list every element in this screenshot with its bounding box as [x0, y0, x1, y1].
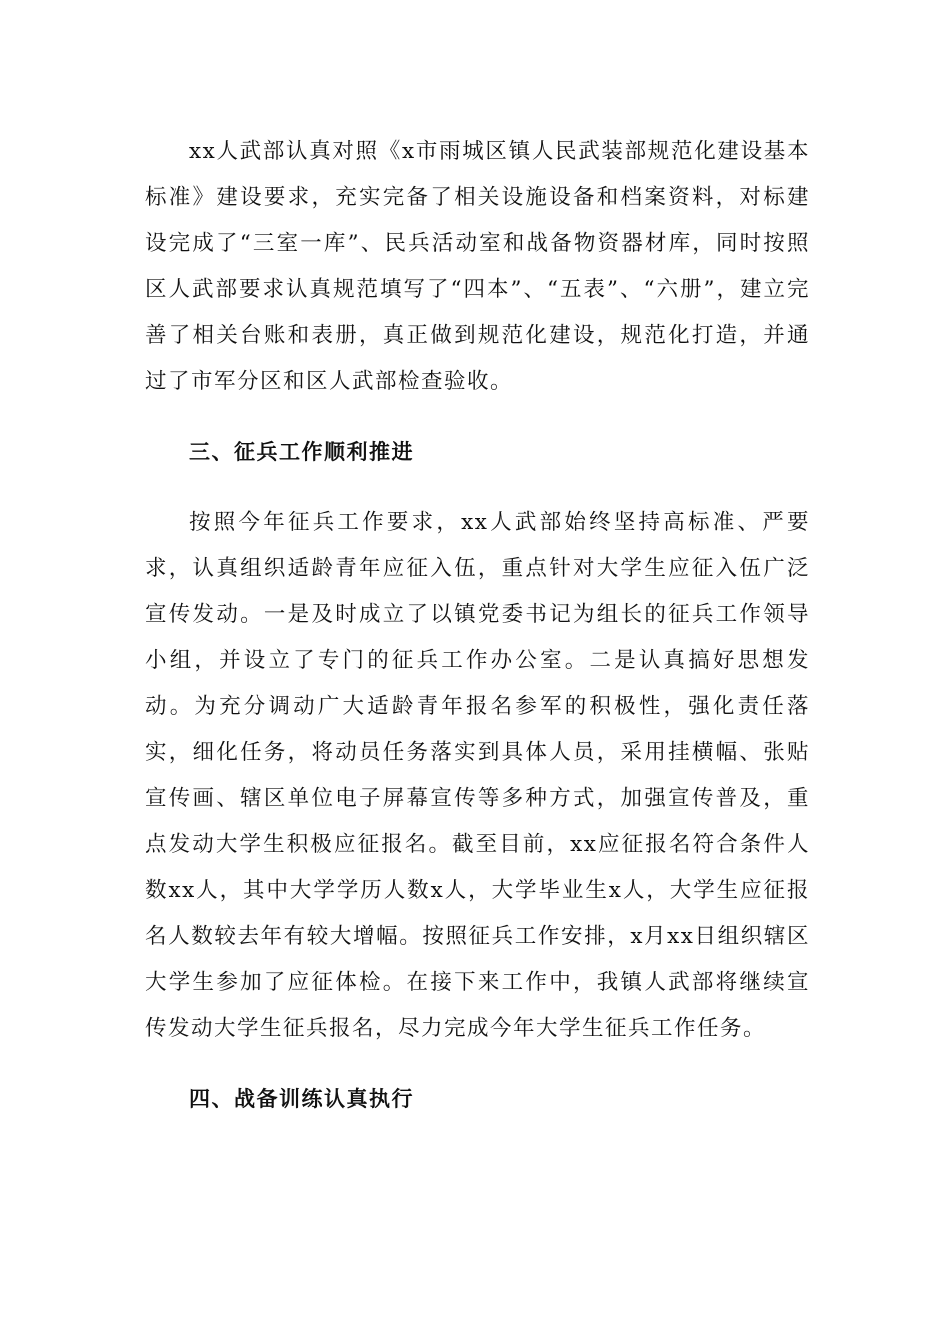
section-heading-3: 三、征兵工作顺利推进 — [189, 440, 414, 464]
paragraph-standardization: xx人武部认真对照《x市雨城区镇人民武装部规范化建设基本标准》建设要求，充实完备了相关设施设备和档案资料，对标建设完成了“三室一库”、民兵活动室和战备物资器材库，同时按照区人武部要求认真规范填写了“四本”、“五表”、“六册”，建立完善了相关台账和表册，真正做到规范化建设，规范化打造，并通过了市军分区和区人武部检查验收。 — [145, 139, 810, 394]
paragraph-conscription: 按照今年征兵工作要求，xx人武部始终坚持高标准、严要求，认真组织适龄青年应征入伍，重点针对大学生应征入伍广泛宣传发动。一是及时成立了以镇党委书记为组长的征兵工作领导小组，并设立了专门的征兵工作办公室。二是认真搞好思想发动。为充分调动广大适龄青年报名参军的积极性，强化责任落实，细化任务，将动员任务落实到具体人员，采用挂横幅、张贴宣传画、辖区单位电子屏幕宣传等多种方式，加强宣传普及，重点发动大学生积极应征报名。截至目前，xx应征报名符合条件人数xx人，其中大学学历人数x人，大学毕业生x人，大学生应征报名人数较去年有较大增幅。按照征兵工作安排，x月xx日组织辖区大学生参加了应征体检。在接下来工作中，我镇人武部将继续宣传发动大学生征兵报名，尽力完成今年大学生征兵工作任务。 — [145, 510, 810, 1041]
section-heading-4: 四、战备训练认真执行 — [189, 1087, 414, 1111]
document-body — [145, 129, 810, 1122]
